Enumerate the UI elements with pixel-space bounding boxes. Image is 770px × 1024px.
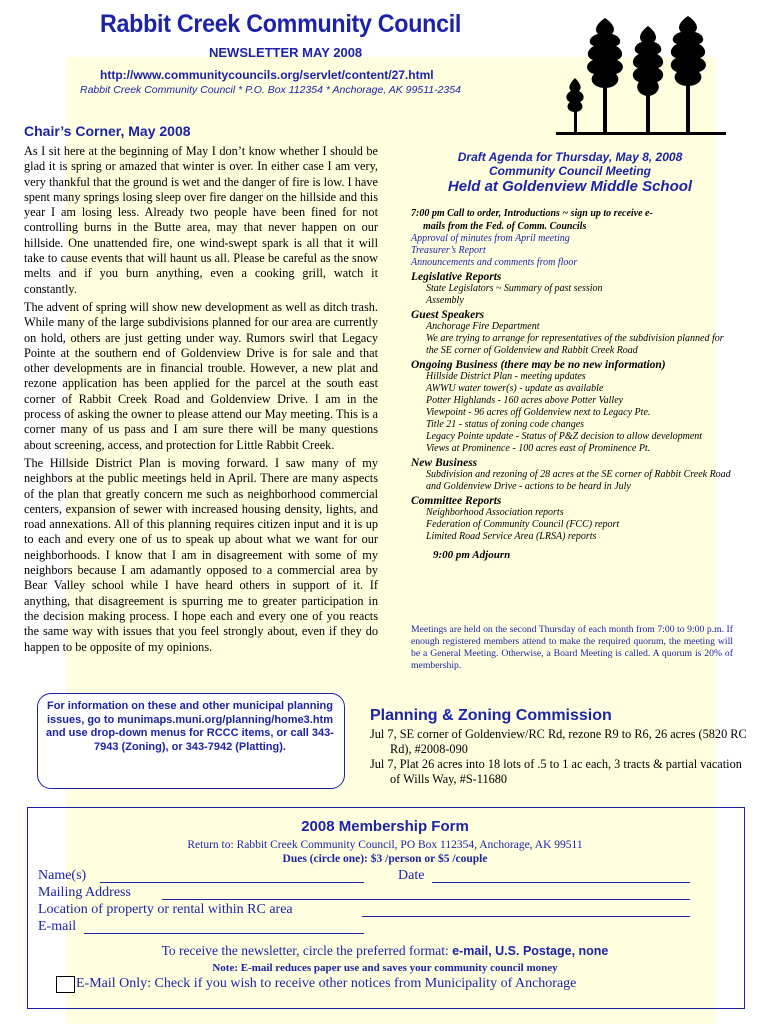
- agenda-date-line: Draft Agenda for Thursday, May 8, 2008: [457, 150, 683, 164]
- preferred-format: [27, 943, 743, 959]
- agenda-item: Treasurer’s Report: [411, 245, 486, 256]
- property-location-field[interactable]: [362, 916, 690, 917]
- info-box-text: For information on these and other municipal planning issues, go to munimaps.muni.org/planning/home3.htm and use drop-down menus for RCCC items, or call 343-7943 (Zoning), or 343-7942 (Platting).: [46, 700, 334, 753]
- preferred-format-text: To receive the newsletter, circle the preferred format:: [161, 943, 449, 958]
- agenda-section-title: Committee Reports: [411, 495, 502, 507]
- chairs-corner-article: [24, 144, 378, 658]
- agenda-call-to-order: 7:00 pm Call to order, Introductions ~ sign up to receive e-: [411, 208, 653, 219]
- agenda-item: Approval of minutes from April meeting: [411, 233, 570, 244]
- date-label: Date: [398, 868, 425, 883]
- agenda-section-title: Guest Speakers: [411, 309, 485, 321]
- checkbox-icon[interactable]: [56, 976, 75, 993]
- agenda-item: Views at Prominence - 100 acres east of Prominence Pt.: [426, 443, 651, 454]
- email-field[interactable]: [84, 933, 364, 934]
- mailing-address-label: Mailing Address: [38, 885, 131, 900]
- name-label: Name(s): [38, 868, 87, 883]
- agenda-call-to-order-cont: mails from the Fed. of Comm. Councils: [423, 221, 587, 232]
- agenda-item: Title 21 - status of zoning code changes: [426, 419, 585, 430]
- agenda-item: Hillside District Plan - meeting updates: [426, 371, 586, 382]
- mailing-address-field[interactable]: [162, 899, 690, 900]
- agenda-section-title: Legislative Reports: [411, 271, 502, 283]
- agenda-item: Viewpoint - 96 acres off Goldenview next to Legacy Pte.: [426, 407, 651, 418]
- membership-heading: 2008 Membership Form: [301, 818, 469, 835]
- agenda-section-title: New Business: [411, 457, 478, 469]
- property-location-label: Location of property or rental within RC area: [38, 902, 293, 917]
- agenda-location: Held at Goldenview Middle School: [447, 178, 693, 195]
- preferred-format-options[interactable]: e-mail, U.S. Postage, none: [452, 944, 609, 958]
- email-note: Note: E-mail reduces paper use and saves your community council money: [212, 962, 558, 974]
- membership-dues: Dues (circle one): $3 /person or $5 /couple: [282, 853, 488, 865]
- agenda-adjourn: 9:00 pm Adjourn: [433, 549, 511, 561]
- agenda-list: [411, 208, 733, 561]
- planning-item: Jul 7, SE corner of Goldenview/RC Rd, rezone R9 to R6, 26 acres (5820 RC Rd), #2008-090: [370, 727, 747, 756]
- meeting-note: Meetings are held on the second Thursday of each month from 7:00 to 9:00 p.m. If enough registered members attend to make the required quorum, the meeting will be a General Meeting. Otherwise, a Board Meeting is called. A quorum is 20% of membership.: [411, 624, 733, 671]
- chairs-paragraph-2: The advent of spring will show new development as well as ditch trash. While many of the large subdivisions planned for our area are currently on hold, others are just getting under way. Rumors swirl that Legacy Pointe at the southern end of Goldenview Drive is for sale and that other developments are in financial trouble. However, a new plat and rezone application has been applied for the parcel at the south east corner of Rabbit Creek Road and Goldenview Drive. I am in the process of asking the owner to please attend our May meeting. This is a corner many of us pass and I am sure there will be many questions about screening, access, and protection for Little Rabbit Creek.: [24, 299, 378, 452]
- tree-cluster-icon: [556, 16, 736, 144]
- chairs-paragraph-3: The Hillside District Plan is moving forward. I saw many of my neighbors at the public meetings held in April. There are many aspects of the plan that greatly concern me such as neighborhood commercial centers, expansion of sewer with increased housing density, lights, and road annexations. All of this planning requires citizen input and it is up to each and every one of us to speak up about what we want for our neighborhoods. I know that I am in disagreement with some of my neighbors because I am adamantly opposed to a commercial area by Bear Valley school while I have heard others in support of it. If anything, that disagreement is spurring me to greater participation in the decision making process. I hope each and every one of you reacts the same way with issues that you feel strongly about, even if they do happen to be opposite of my opinions.: [24, 455, 378, 654]
- email-label: E-mail: [38, 919, 77, 934]
- agenda-item: Announcements and comments from floor: [411, 257, 578, 268]
- council-address: Rabbit Creek Community Council * P.O. Box 112354 * Anchorage, AK 99511-2354: [80, 84, 461, 96]
- planning-item: Jul 7, Plat 26 acres into 18 lots of .5 to 1 ac each, 3 tracts & partial vacation of Wills Way, #S-11680: [370, 757, 742, 786]
- membership-return-address: Return to: Rabbit Creek Community Council, PO Box 112354, Anchorage, AK 99511: [187, 839, 583, 851]
- email-only-label: E-Mail Only: Check if you wish to receive other notices from Municipality of Anchorage: [76, 976, 577, 991]
- date-field[interactable]: [432, 882, 690, 883]
- website-link[interactable]: http://www.communitycouncils.org/servlet/content/27.html: [100, 68, 434, 82]
- agenda-item: Assembly: [426, 295, 464, 306]
- name-field[interactable]: [100, 882, 364, 883]
- agenda-heading: [410, 150, 730, 178]
- agenda-item: AWWU water tower(s) - update as available: [426, 383, 604, 394]
- agenda-item: Federation of Community Council (FCC) report: [426, 519, 620, 530]
- agenda-item: We are trying to arrange for representatives of the subdivision planned for the SE corner of Goldenview and Rabbit Creek Road: [426, 333, 724, 356]
- agenda-item: Limited Road Service Area (LRSA) reports: [426, 531, 597, 542]
- agenda-item: Anchorage Fire Department: [426, 321, 540, 332]
- planning-list: [370, 727, 750, 787]
- newsletter-date: NEWSLETTER MAY 2008: [209, 45, 363, 60]
- agenda-item: Subdivision and rezoning of 28 acres at the SE corner of Rabbit Creek Road and Goldenview Drive - actions to be heard in July: [426, 469, 731, 492]
- agenda-item: Potter Highlands - 160 acres above Potter Valley: [426, 395, 624, 406]
- agenda-item: State Legislators ~ Summary of past session: [426, 283, 603, 294]
- page-title: Rabbit Creek Community Council: [100, 10, 462, 38]
- agenda-item: Legacy Pointe update - Status of P&Z decision to allow development: [426, 431, 703, 442]
- agenda-meeting-line: Community Council Meeting: [489, 164, 651, 178]
- chairs-paragraph-1: As I sit here at the beginning of May I don’t know whether I should be glad it is spring or amazed that winter is over. In either case I am very, very thankful that the ground is wet and the danger of fire is low. I have spent many springs losing sleep over fire danger on the hillside and this year I am losing less. Already two people have been fined for not controlling burns in the Butte area, may that never happen on our hillside. One unattended fire, one wind-swept spark is all that it will take to cause events that will haunt us all. Please be careful as the snow melts and if you burn anything, even a cooking grill, watch it constantly.: [24, 144, 378, 296]
- planning-heading: Planning & Zoning Commission: [370, 707, 612, 724]
- agenda-item: Neighborhood Association reports: [426, 507, 564, 518]
- chairs-corner-heading: Chair’s Corner, May 2008: [24, 123, 191, 139]
- agenda-section-title: Ongoing Business (there may be no new information): [411, 359, 666, 371]
